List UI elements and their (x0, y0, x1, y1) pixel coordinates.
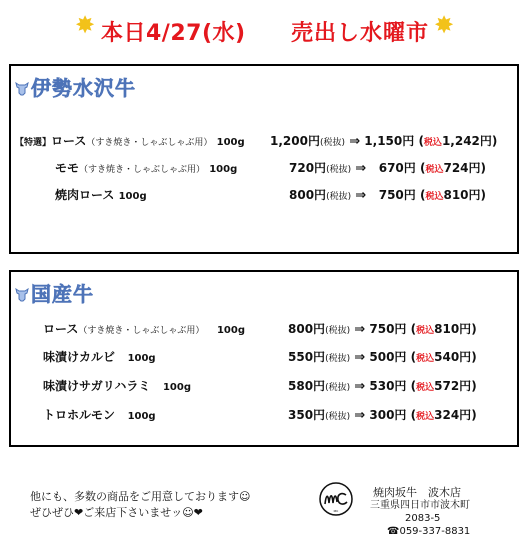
shop-info (370, 486, 471, 538)
section-title: 伊勢水沢牛 (15, 72, 136, 101)
cow-icon (15, 287, 29, 302)
price-before: 800円(税抜) ⇒ 750円 (税込810円) (288, 322, 477, 337)
page-subtitle: 売出し水曜市 (291, 21, 430, 46)
list-item: モモ（すき焼き・しゃぶしゃぶ用） 100g (55, 161, 238, 175)
price-before: 800円(税抜) ⇒ 750円 (税込810円) (289, 188, 487, 203)
section-domestic-beef (9, 270, 519, 447)
list-item: トロホルモン 100g (43, 408, 156, 422)
star-icon: ✸ (434, 11, 455, 39)
shop-logo (318, 481, 354, 517)
shop-address-number: 2083-5 (405, 513, 441, 524)
cow-icon (15, 81, 29, 96)
page-title: 本日4/27(水) (101, 21, 246, 46)
price-before: 1,200円(税抜) ⇒ 1,150円 (税込1,242円) (270, 134, 498, 149)
page-header (0, 10, 530, 50)
shop-name: 焼肉坂牛 波木店 (373, 486, 461, 499)
section-title: 国産牛 (15, 278, 94, 307)
list-item: ロース（すき焼き・しゃぶしゃぶ用） 100g (43, 322, 246, 336)
price-before: 350円(税抜) ⇒ 300円 (税込324円) (288, 408, 477, 423)
price-before: 550円(税抜) ⇒ 500円 (税込540円) (288, 350, 477, 365)
list-item: 焼肉ロース 100g (55, 188, 147, 202)
list-item: 味漬けサガリハラミ 100g (43, 379, 191, 393)
message-line: ぜひぜひ❤ご来店下さいませッ☺❤ (30, 506, 203, 519)
message-line: 他にも、多数の商品をご用意しております☺ (30, 490, 251, 503)
price-before: 720円(税抜) ⇒ 670円 (税込724円) (289, 161, 487, 176)
section-ise-mizusawa (9, 64, 519, 254)
star-icon: ✸ (75, 11, 96, 39)
list-item: 【特選】ロース（すき焼き・しゃぶしゃぶ用） 100g (15, 134, 245, 148)
svg-text:MC: MC (333, 509, 339, 513)
price-before: 580円(税抜) ⇒ 530円 (税込572円) (288, 379, 477, 394)
shop-address: 三重県四日市市波木町 (370, 500, 470, 511)
list-item: 味漬けカルビ 100g (43, 350, 156, 364)
shop-phone: ☎059-337-8831 (387, 526, 471, 537)
footer-message (30, 489, 250, 521)
